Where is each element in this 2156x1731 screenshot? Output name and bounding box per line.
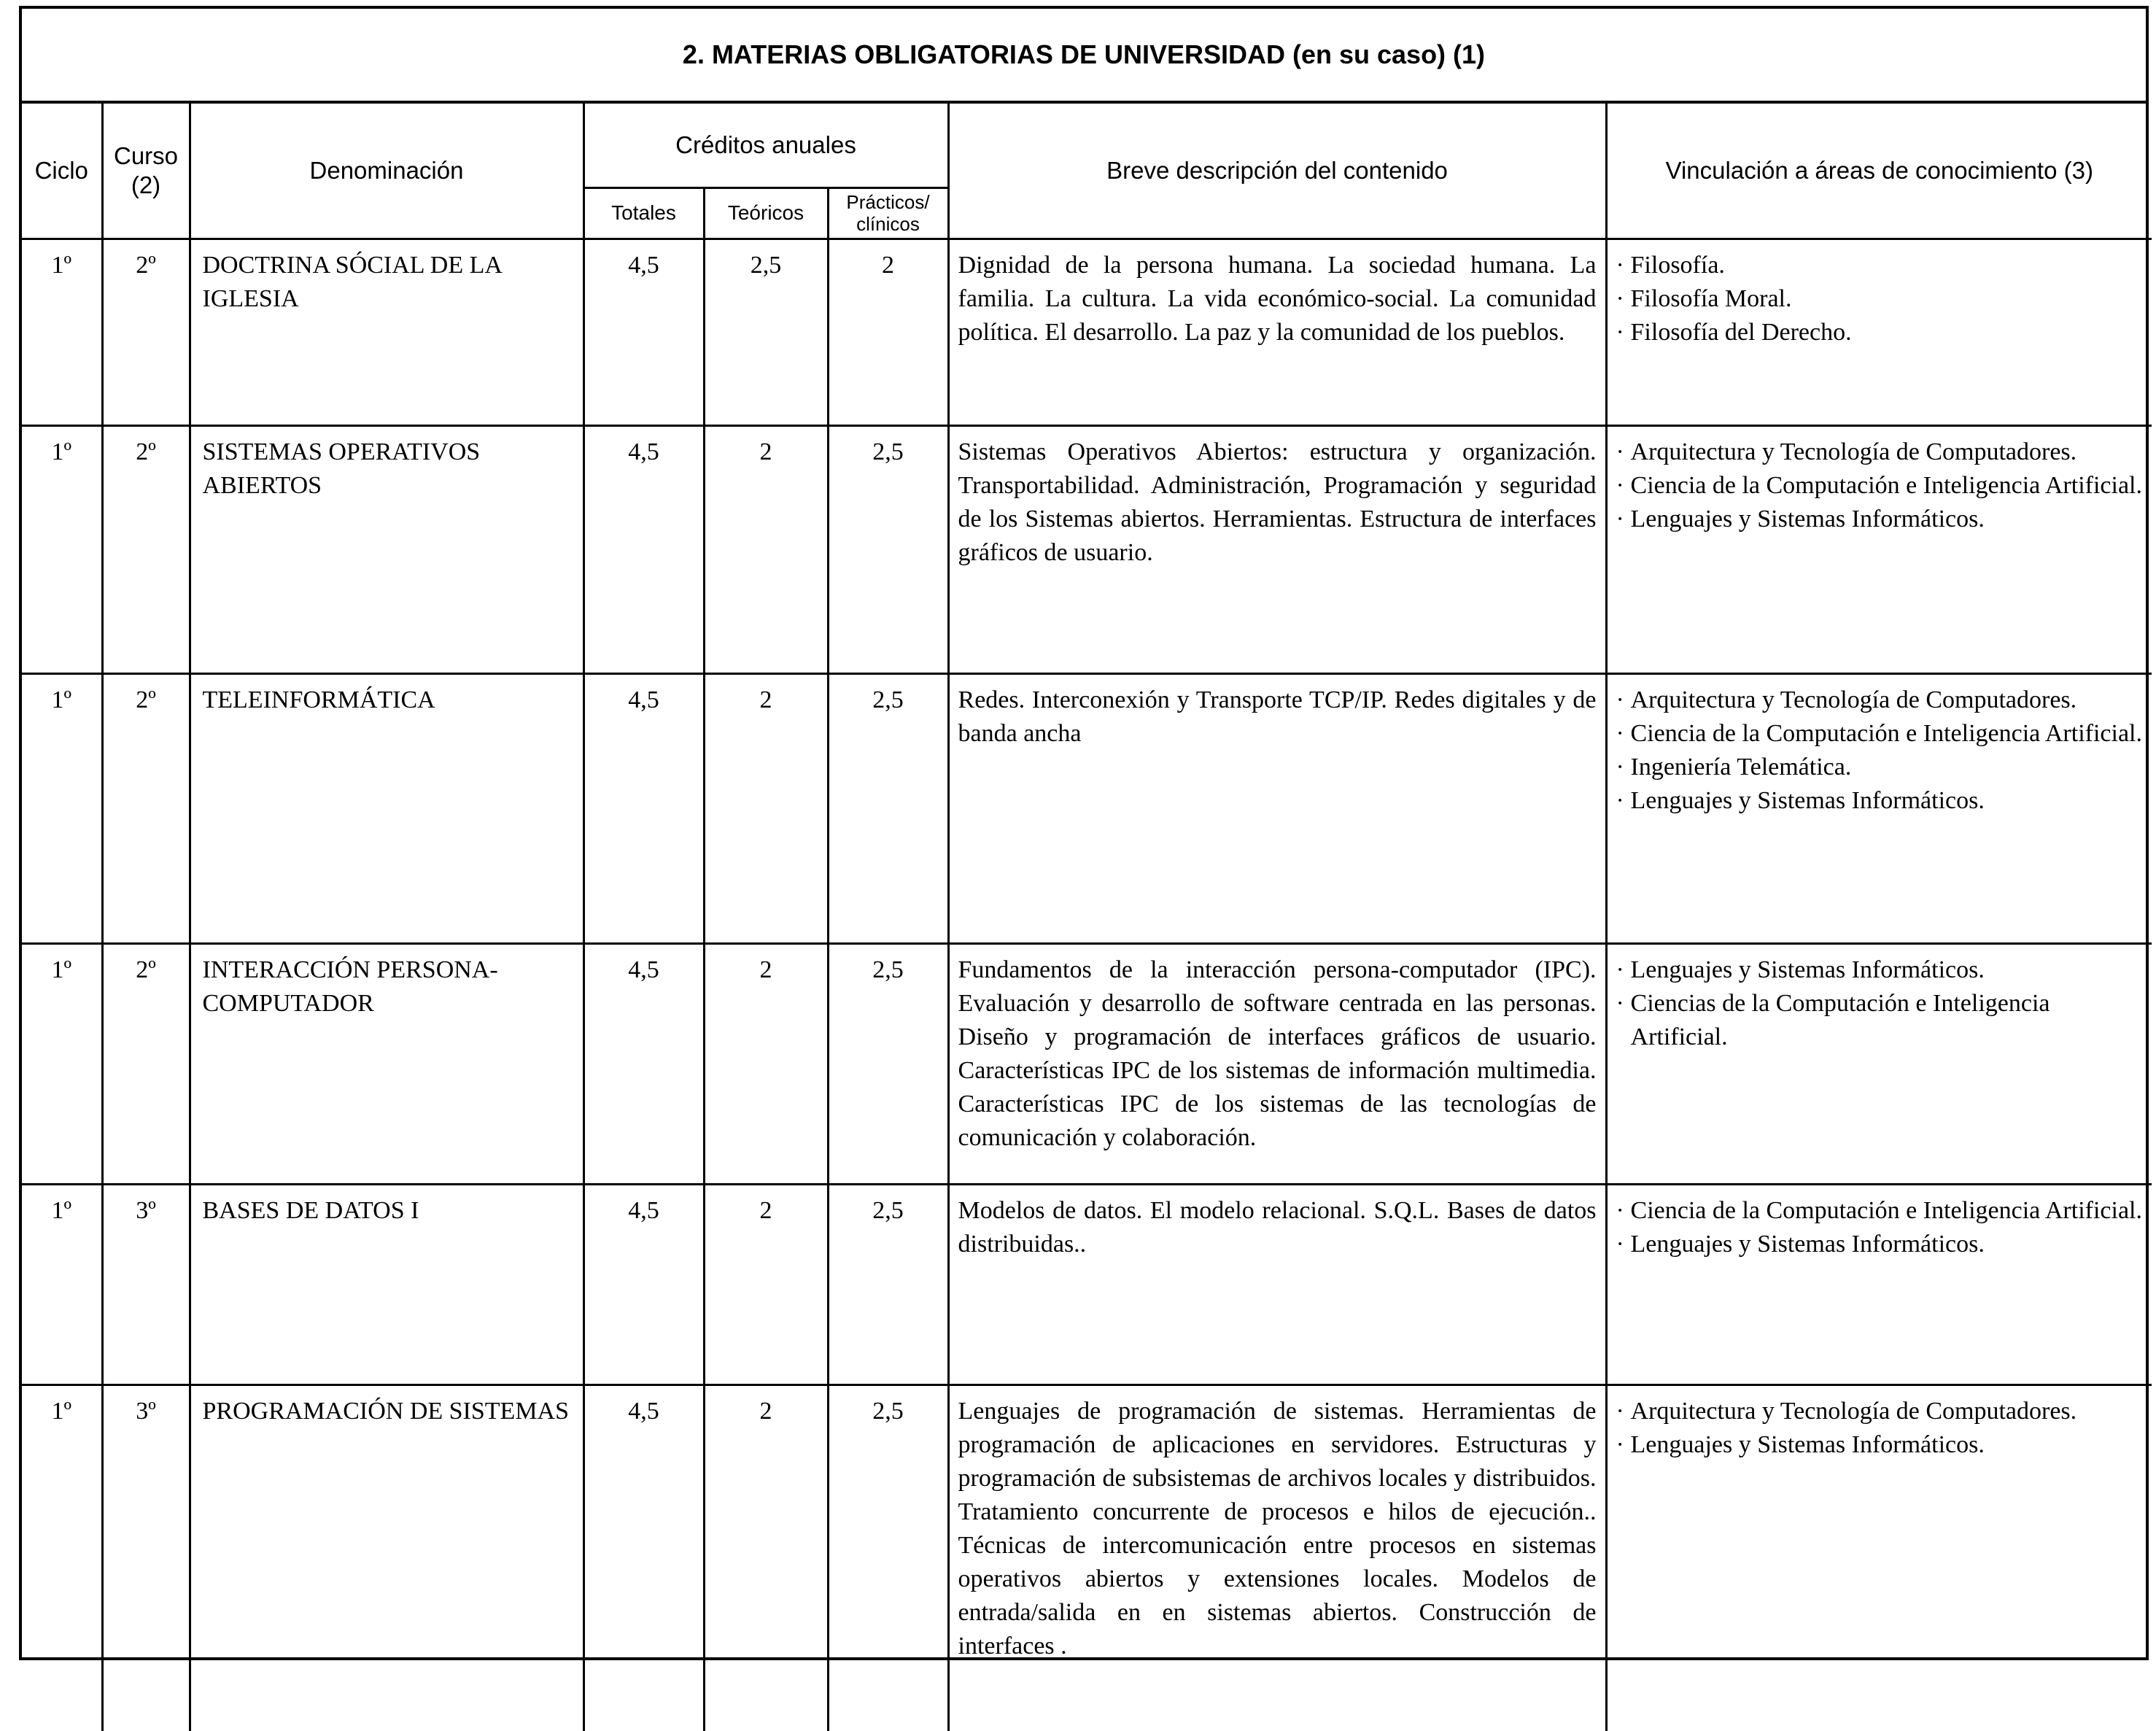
- bullet-icon: ·: [1616, 471, 1624, 499]
- bullet-icon: ·: [1616, 786, 1624, 814]
- area-item: [1616, 282, 2144, 316]
- area-item: [1616, 987, 2144, 1054]
- curso-cell: 2º: [102, 673, 190, 943]
- curso-cell: 2º: [102, 943, 190, 1184]
- area-item: [1616, 717, 2144, 751]
- table-row: [22, 1184, 2152, 1385]
- bullet-icon: ·: [1616, 438, 1624, 465]
- area-item: [1616, 435, 2144, 469]
- area-item: [1616, 1428, 2144, 1462]
- teoricos-cell: 2: [704, 1385, 828, 1731]
- areas-list: [1616, 249, 2144, 349]
- bullet-icon: ·: [1616, 989, 1624, 1017]
- header-vinculacion: Vinculación a áreas de conocimiento (3): [1606, 104, 2152, 239]
- area-item: [1616, 469, 2144, 503]
- area-label: Lenguajes y Sistemas Informáticos.: [1630, 505, 1985, 533]
- totales-cell: 4,5: [583, 1184, 704, 1385]
- area-item: [1616, 1194, 2144, 1228]
- curso-cell: 3º: [102, 1385, 190, 1731]
- table-row: [22, 1385, 2152, 1731]
- descripcion-cell: Lenguajes de programación de sistemas. Herramientas de programación de aplicaciones en servidores. Estructuras y programación de subsistemas de archivos locales y distribuidos. Tratamiento concurrente de procesos e hilos de ejecución.. Técnicas de intercomunicación entre procesos en sistemas operativos abiertos y extensiones locales. Modelos de entrada/salida en en sistemas abiertos. Construcción de interfaces .: [948, 1385, 1606, 1731]
- area-label: Ciencia de la Computación e Inteligencia Artificial.: [1630, 1196, 2142, 1224]
- curso-cell: 3º: [102, 1184, 190, 1385]
- descripcion-cell: Fundamentos de la interacción persona-computador (IPC). Evaluación y desarrollo de software centrada en las personas. Diseño y programación de interfaces gráficos de usuario. Características IPC de los sistemas de información multimedia. Características IPC de los sistemas de las tecnologías de comunicación y colaboración.: [948, 943, 1606, 1184]
- area-item: [1616, 503, 2144, 536]
- area-item: [1616, 784, 2144, 818]
- totales-cell: 4,5: [583, 1385, 704, 1731]
- area-label: Lenguajes y Sistemas Informáticos.: [1630, 1430, 1985, 1458]
- teoricos-cell: 2: [704, 673, 828, 943]
- denominacion-cell: INTERACCIÓN PERSONA- COMPUTADOR: [190, 943, 583, 1184]
- header-teoricos: Teóricos: [704, 187, 828, 239]
- area-label: Lenguajes y Sistemas Informáticos.: [1630, 956, 1985, 983]
- practicos-cell: 2: [828, 239, 948, 425]
- area-label: Ciencias de la Computación e Inteligencia Artificial.: [1630, 989, 2050, 1050]
- bullet-icon: ·: [1616, 318, 1624, 346]
- header-curso: Curso (2): [102, 104, 190, 239]
- denominacion-cell: SISTEMAS OPERATIVOS ABIERTOS: [190, 425, 583, 673]
- table-row: [22, 673, 2152, 943]
- area-label: Arquitectura y Tecnología de Computadores.: [1630, 438, 2077, 465]
- descripcion-cell: Redes. Interconexión y Transporte TCP/IP. Redes digitales y de banda ancha: [948, 673, 1606, 943]
- area-item: [1616, 1395, 2144, 1428]
- area-item: [1616, 316, 2144, 349]
- area-label: Ciencia de la Computación e Inteligencia Artificial.: [1630, 471, 2142, 499]
- totales-cell: 4,5: [583, 943, 704, 1184]
- area-label: Filosofía del Derecho.: [1630, 318, 1852, 346]
- teoricos-cell: 2: [704, 1184, 828, 1385]
- area-label: Ingeniería Telemática.: [1630, 753, 1852, 781]
- vinculacion-cell: [1606, 425, 2152, 673]
- bullet-icon: ·: [1616, 284, 1624, 312]
- descripcion-cell: Modelos de datos. El modelo relacional. S.Q.L. Bases de datos distribuidas..: [948, 1184, 1606, 1385]
- curso-cell: 2º: [102, 425, 190, 673]
- practicos-cell: 2,5: [828, 673, 948, 943]
- bullet-icon: ·: [1616, 1196, 1624, 1224]
- ciclo-cell: 1º: [22, 1184, 102, 1385]
- vinculacion-cell: [1606, 673, 2152, 943]
- vinculacion-cell: [1606, 1385, 2152, 1731]
- vinculacion-cell: [1606, 1184, 2152, 1385]
- ciclo-cell: 1º: [22, 1385, 102, 1731]
- header-descripcion: Breve descripción del contenido: [948, 104, 1606, 239]
- areas-list: [1616, 1194, 2144, 1261]
- table-row: [22, 239, 2152, 425]
- header-totales: Totales: [583, 187, 704, 239]
- teoricos-cell: 2,5: [704, 239, 828, 425]
- bullet-icon: ·: [1616, 686, 1624, 713]
- areas-list: [1616, 953, 2144, 1054]
- bullet-icon: ·: [1616, 1397, 1624, 1425]
- table-row: [22, 425, 2152, 673]
- teoricos-cell: 2: [704, 943, 828, 1184]
- header-ciclo: Ciclo: [22, 104, 102, 239]
- bullet-icon: ·: [1616, 753, 1624, 781]
- area-label: Arquitectura y Tecnología de Computadores.: [1630, 686, 2077, 713]
- areas-list: [1616, 684, 2144, 818]
- denominacion-cell: BASES DE DATOS I: [190, 1184, 583, 1385]
- bullet-icon: ·: [1616, 719, 1624, 747]
- practicos-cell: 2,5: [828, 425, 948, 673]
- area-label: Lenguajes y Sistemas Informáticos.: [1630, 786, 1985, 814]
- document-page: [19, 6, 2149, 1660]
- area-item: [1616, 684, 2144, 717]
- area-label: Filosofía Moral.: [1630, 284, 1792, 312]
- bullet-icon: ·: [1616, 956, 1624, 983]
- bullet-icon: ·: [1616, 1430, 1624, 1458]
- practicos-cell: 2,5: [828, 943, 948, 1184]
- denominacion-cell: PROGRAMACIÓN DE SISTEMAS: [190, 1385, 583, 1731]
- totales-cell: 4,5: [583, 239, 704, 425]
- denominacion-cell: TELEINFORMÁTICA: [190, 673, 583, 943]
- vinculacion-cell: [1606, 943, 2152, 1184]
- ciclo-cell: 1º: [22, 239, 102, 425]
- header-creditos: Créditos anuales: [583, 104, 948, 187]
- totales-cell: 4,5: [583, 425, 704, 673]
- page-title: 2. MATERIAS OBLIGATORIAS DE UNIVERSIDAD (en su caso) (1): [22, 9, 2146, 104]
- area-item: [1616, 1228, 2144, 1261]
- practicos-cell: 2,5: [828, 1184, 948, 1385]
- descripcion-cell: Dignidad de la persona humana. La sociedad humana. La familia. La cultura. La vida económico-social. La comunidad política. El desarrollo. La paz y la comunidad de los pueblos.: [948, 239, 1606, 425]
- teoricos-cell: 2: [704, 425, 828, 673]
- area-label: Lenguajes y Sistemas Informáticos.: [1630, 1230, 1985, 1258]
- bullet-icon: ·: [1616, 505, 1624, 533]
- totales-cell: 4,5: [583, 673, 704, 943]
- areas-list: [1616, 1395, 2144, 1462]
- areas-list: [1616, 435, 2144, 536]
- area-label: Filosofía.: [1630, 251, 1725, 279]
- ciclo-cell: 1º: [22, 425, 102, 673]
- ciclo-cell: 1º: [22, 673, 102, 943]
- subjects-table: [22, 104, 2152, 1731]
- ciclo-cell: 1º: [22, 943, 102, 1184]
- descripcion-cell: Sistemas Operativos Abiertos: estructura y organización. Transportabilidad. Administración, Programación y seguridad de los Sistemas abiertos. Herramientas. Estructura de interfaces gráficos de usuario.: [948, 425, 1606, 673]
- area-item: [1616, 953, 2144, 987]
- curso-cell: 2º: [102, 239, 190, 425]
- header-denominacion: Denominación: [190, 104, 583, 239]
- header-practicos: Prácticos/ clínicos: [828, 187, 948, 239]
- area-label: Arquitectura y Tecnología de Computadores.: [1630, 1397, 2077, 1425]
- table-row: [22, 943, 2152, 1184]
- area-item: [1616, 249, 2144, 282]
- denominacion-cell: DOCTRINA SÓCIAL DE LA IGLESIA: [190, 239, 583, 425]
- practicos-cell: 2,5: [828, 1385, 948, 1731]
- table-body: [22, 239, 2152, 1731]
- bullet-icon: ·: [1616, 1230, 1624, 1258]
- area-label: Ciencia de la Computación e Inteligencia Artificial.: [1630, 719, 2142, 747]
- area-item: [1616, 751, 2144, 784]
- bullet-icon: ·: [1616, 251, 1624, 279]
- vinculacion-cell: [1606, 239, 2152, 425]
